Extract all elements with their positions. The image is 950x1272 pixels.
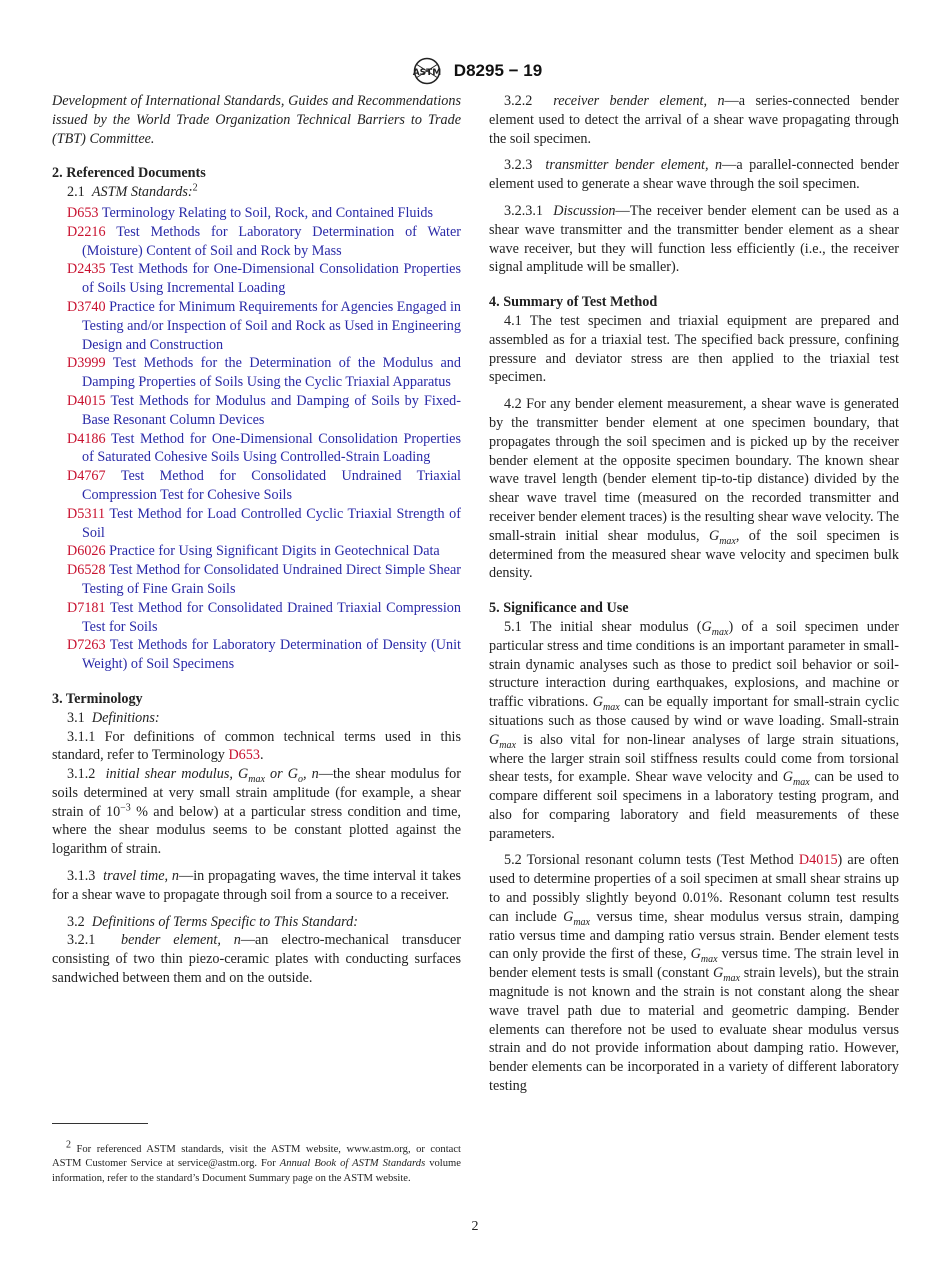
reference-code[interactable]: D4767 (67, 468, 106, 485)
section-5-title: 5. Significance and Use (489, 600, 629, 617)
reference-title[interactable]: Test Method for One-Dimensional Consolidation Properties of Saturated Cohesive Soils Using Controlled-Strain Loading (82, 430, 461, 466)
reference-item[interactable] (52, 636, 461, 674)
document-designation: D8295 − 19 (453, 61, 543, 80)
reference-item[interactable] (52, 467, 461, 505)
reference-code[interactable]: D7181 (67, 599, 106, 616)
section-2-title: 2. Referenced Documents (52, 165, 206, 182)
reference-title[interactable]: Test Method for Load Controlled Cyclic Triaxial Strength of Soil (82, 505, 461, 541)
reference-code[interactable]: D6026 (67, 543, 106, 560)
subsection-3-1: 3.1 Definitions: (67, 709, 160, 726)
svg-text:ASTM: ASTM (412, 68, 442, 78)
definition-3-2-1: 3.2.1 bender element, n—an electro-mechanical transducer consisting of two thin piezo-ceramic plates with conducting surfaces sandwiched between them and on the outside. (52, 932, 462, 987)
definition-3-1-2: 3.1.2 initial shear modulus, $G_{max}$ or $G_o$, n—the shear modulus for soils determined at very small strain amplitude (for example, a shear strain of $10^{-3}$ % and below) at a particular stress condition and time, where the shear modulus seems to be constant plotted against the logarithm of strain. (52, 766, 461, 858)
reference-item[interactable] (52, 204, 461, 223)
reference-title[interactable]: Test Methods for One-Dimensional Consolidation Properties of Soils Using Incremental Loading (82, 261, 462, 297)
reference-item[interactable] (52, 223, 461, 261)
link-d4015[interactable]: D4015 (798, 852, 838, 869)
reference-code[interactable]: D7263 (67, 637, 106, 654)
reference-title[interactable]: Terminology Relating to Soil, Rock, and Contained Fluids (101, 204, 434, 221)
reference-item[interactable] (52, 392, 461, 430)
reference-title[interactable]: Test Method for Consolidated Undrained Direct Simple Shear Testing of Fine Grain Soils (82, 562, 461, 597)
reference-item[interactable] (52, 260, 461, 298)
section-4-title: 4. Summary of Test Method (489, 294, 658, 311)
reference-title[interactable]: Test Methods for Laboratory Determination of Water (Moisture) Content of Soil and Rock by Mass (82, 223, 461, 259)
reference-title[interactable]: Test Methods for the Determination of the Modulus and Damping Properties of Soils Using the Cyclic Triaxial Apparatus (82, 355, 461, 391)
discussion-3-2-3-1: 3.2.3.1 Discussion—The receiver bender element can be used as a shear wave transmitter and the transmitter bender element as a shear wave receiver, but they will function less efficiently (i.e., the receiver signal amplitude will be smaller). (489, 202, 899, 276)
reference-title[interactable]: Test Methods for Modulus and Damping of Soils by Fixed-Base Resonant Column Devices (82, 392, 461, 428)
reference-item[interactable] (52, 542, 461, 561)
astm-logo-icon (408, 56, 446, 86)
reference-item[interactable] (52, 430, 461, 468)
paragraph-4-1: 4.1 The test specimen and triaxial equipment are prepared and assembled as for a triaxial test. The specified back pressure, confining pressure and deviator stress are then applied to the triaxial test specimen. (489, 312, 899, 386)
link-d653[interactable]: D653 (228, 747, 260, 764)
section-3-title: 3. Terminology (52, 690, 143, 707)
footnote-divider (52, 1123, 148, 1124)
reference-title[interactable]: Test Method for Consolidated Drained Triaxial Compression Test for Soils (82, 599, 461, 635)
reference-code[interactable]: D6528 (67, 562, 106, 579)
reference-code[interactable]: D2216 (67, 223, 106, 240)
subsection-2-1: 2.1 ASTM Standards:$^2$ (67, 182, 198, 201)
reference-title[interactable]: Test Method for Consolidated Undrained Triaxial Compression Test for Cohesive Soils (82, 468, 462, 503)
right-column (489, 92, 899, 1096)
reference-title[interactable]: Practice for Minimum Requirements for Agencies Engaged in Testing and/or Inspection of Soil and Rock as Used in Engineering Design and Construction (82, 298, 462, 353)
reference-title[interactable]: Test Methods for Laboratory Determination of Density (Unit Weight) of Soil Specimens (82, 637, 461, 673)
reference-code[interactable]: D5311 (67, 505, 106, 522)
reference-item[interactable] (52, 354, 461, 392)
reference-item[interactable] (52, 561, 461, 599)
subsection-3-2: 3.2 Definitions of Terms Specific to This Standard: (67, 913, 358, 930)
reference-code[interactable]: D653 (67, 204, 99, 221)
left-column (52, 92, 461, 988)
reference-item[interactable] (52, 505, 461, 543)
reference-code[interactable]: D4186 (67, 430, 106, 447)
intro-text: Development of International Standards, Guides and Recommendations issued by the World Trade Organization Technical Barriers to Trade (TBT) Committee. (52, 93, 461, 147)
reference-code[interactable]: D3999 (67, 355, 106, 372)
paragraph-5-1: 5.1 The initial shear modulus $(G_{max})$ of a soil specimen under particular stress and time conditions is an important parameter in small-strain dynamic analyses such as those to predict soil behavior or soil-structure interaction during earthquakes, explosions, and machine or traffic vibrations. $G_{max}$ can be equally important for small-strain cyclic situations such as those caused by wind or wave loading. Small-strain $G_{max}$ is also vital for non-linear analyses of large strain situations, where the larger strain soil stiffness results could come from torsional shear tests, for example. Shear wave velocity and $G_{max}$ can be used to compare different soil specimens in a laboratory testing program, and also for comparing laboratory and field measurements of these parameters. (489, 618, 900, 842)
paragraph-4-2: 4.2 For any bender element measurement, a shear wave is generated by the transmitter bender element at one specimen boundary, that propagates through the soil specimen and is picked up by the receiver bender element at the opposite specimen boundary. The known shear wave travel length (bender element tip-to-tip distance) divided by the shear wave travel time (measured on the recorded transmitter and receiver bender element traces) is the resulting shear wave velocity. The small-strain initial shear modulus, $G_{max}$, of the soil specimen is determined from the measured shear wave velocity and specimen bulk density. (489, 396, 899, 582)
page-header (0, 56, 950, 86)
page-number: 2 (471, 1219, 479, 1234)
reference-item[interactable] (52, 298, 461, 354)
footnote: $^2$ For referenced ASTM standards, visit the ASTM website, www.astm.org, or contact ASTM Customer Service at service@astm.org. For Annual Book of ASTM Standards volume information, refer to the standard’s Document Summary page on the ASTM website. (52, 1139, 461, 1184)
reference-list (52, 204, 461, 674)
reference-code[interactable]: D2435 (67, 261, 106, 278)
reference-code[interactable]: D3740 (67, 298, 106, 315)
definition-3-2-2: 3.2.2 receiver bender element, n—a series-connected bender element used to detect the arrival of a shear wave propagating through the soil specimen. (489, 93, 899, 147)
definition-3-1-3: 3.1.3 travel time, n—in propagating waves, the time interval it takes for a shear wave to propagate through soil from a source to a receiver. (52, 868, 462, 903)
definition-3-2-3: 3.2.3 transmitter bender element, n—a parallel-connected bender element used to generate a shear wave through the soil specimen. (489, 157, 899, 193)
reference-title[interactable]: Practice for Using Significant Digits in Geotechnical Data (109, 543, 440, 560)
definition-3-1-1: 3.1.1 For definitions of common technical terms used in this standard, refer to Terminology D653. (52, 728, 461, 764)
reference-code[interactable]: D4015 (67, 392, 106, 409)
reference-item[interactable] (52, 599, 461, 637)
paragraph-5-2: 5.2 Torsional resonant column tests (Test Method D4015) are often used to determine properties of a soil specimen at small shear strains up to and possibly slightly beyond 0.01%. Resonant column test results can include $G_{max}$ versus time, shear modulus versus strain, damping ratio versus time and damping ratio versus strain. Bender element tests can only provide the first of these, $G_{max}$ versus time. The strain level in bender element tests is small (constant $G_{max}$ strain levels), but the strain magnitude is not known and the strain is not constant along the shear wave travel path due to material and geometric damping. Bender elements can therefore not be used to evaluate shear modulus versus strain and do not provide information about damping ratio. However, bender elements can be incorporated in a variety of different laboratory testing (489, 852, 900, 1095)
